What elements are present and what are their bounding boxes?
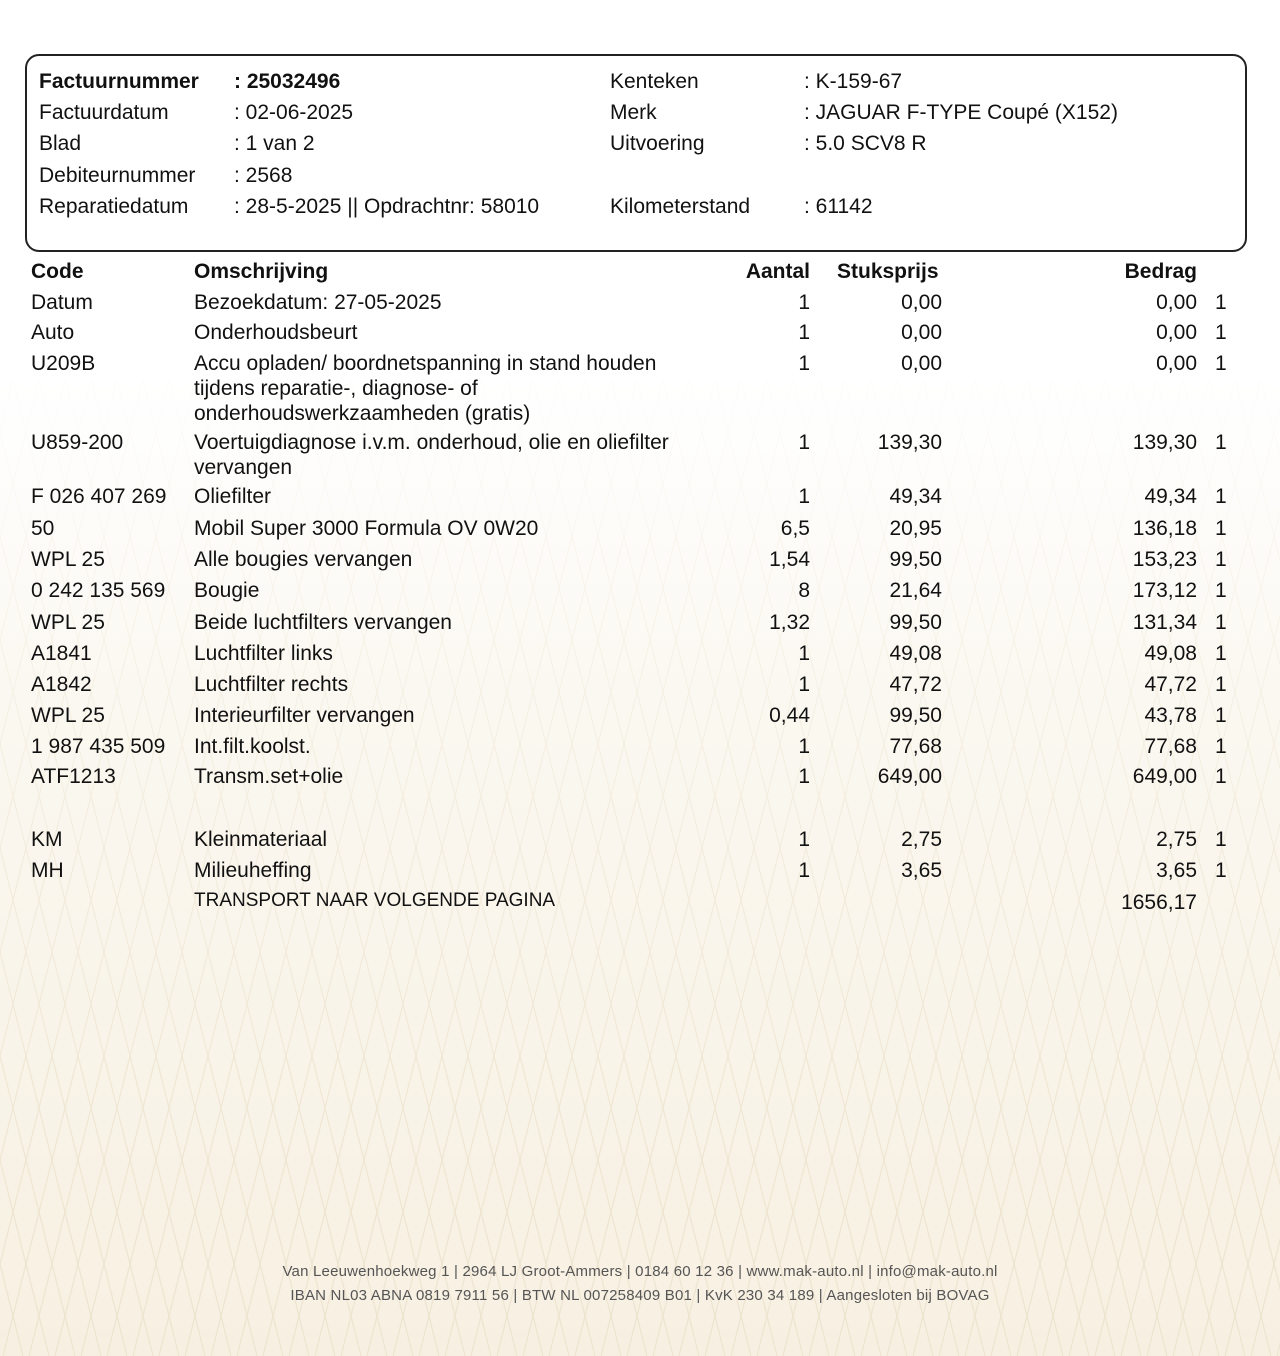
row-quantity: 1 [798,485,810,508]
pattern-stroke [0,1108,1280,1160]
row-description: Luchtfilter links [194,642,333,665]
row-description: Transm.set+olie [194,765,344,788]
row-vat-code: 1 [1215,579,1227,602]
row-description: Alle bougies vervangen [194,548,413,571]
row-amount: 47,72 [1144,673,1197,696]
row-code: A1842 [31,673,92,696]
mileage-value: : 61142 [804,195,873,218]
row-amount: 43,78 [1144,704,1197,727]
footer-company-line: IBAN NL03 ABNA 0819 7911 56 | BTW NL 007258409 B01 | KvK 230 34 189 | Aangesloten bij BOVAG [290,1287,990,1304]
row-code: ATF1213 [31,765,116,788]
column-header-unit-price: Stuksprijs [837,260,939,283]
row-description: Onderhoudsbeurt [194,321,358,344]
row-vat-code: 1 [1215,642,1227,665]
row-unit-price: 2,75 [901,828,942,851]
version-value: : 5.0 SCV8 R [804,132,927,155]
row-description: Luchtfilter rechts [194,673,349,696]
row-unit-price: 0,00 [901,291,942,314]
pattern-stroke [0,952,1280,1004]
invoice-date-label: Factuurdatum [39,101,169,124]
row-code: 0 242 135 569 [31,579,166,602]
row-quantity: 1 [798,735,810,758]
row-code: WPL 25 [31,548,105,571]
row-unit-price: 99,50 [889,704,942,727]
row-description: Kleinmateriaal [194,828,328,851]
row-quantity: 8 [798,579,810,602]
row-description: Accu opladen/ boordnetspanning in stand houden tijdens reparatie-, diagnose- of onderhoudswerkzaamheden (gratis) [194,352,657,425]
pattern-stroke [0,1316,1280,1356]
row-unit-price: 99,50 [889,548,942,571]
row-code: A1841 [31,642,92,665]
brand-value: : JAGUAR F-TYPE Coupé (X152) [804,101,1118,124]
row-unit-price: 20,95 [889,517,942,540]
debtor-number-value: : 2568 [234,164,293,187]
row-quantity: 1,32 [769,611,810,634]
row-amount: 173,12 [1132,579,1197,602]
row-quantity: 1 [798,431,810,454]
page-value: : 1 van 2 [234,132,315,155]
row-amount: 139,30 [1132,431,1197,454]
column-header-quantity: Aantal [745,260,810,283]
row-code: 1 987 435 509 [31,735,166,758]
row-amount: 3,65 [1156,859,1197,882]
row-vat-code: 1 [1215,291,1227,314]
row-code: F 026 407 269 [31,485,167,508]
row-quantity: 1 [798,352,810,375]
row-vat-code: 1 [1215,548,1227,571]
row-code: U859-200 [31,431,124,454]
row-quantity: 1 [798,642,810,665]
row-description: Bezoekdatum: 27-05-2025 [194,291,442,314]
row-amount: 2,75 [1156,828,1197,851]
row-vat-code: 1 [1215,673,1227,696]
plate-value: : K-159-67 [804,70,903,93]
row-quantity: 0,44 [769,704,810,727]
row-vat-code: 1 [1215,352,1227,375]
version-label: Uitvoering [610,132,705,155]
row-description: Interieurfilter vervangen [194,704,415,727]
column-header-description: Omschrijving [194,260,329,283]
row-quantity: 1,54 [769,548,810,571]
row-amount: 131,34 [1132,611,1197,634]
pattern-stroke [0,1160,1280,1212]
invoice-number-value: : 25032496 [234,70,341,93]
row-unit-price: 139,30 [877,431,942,454]
row-quantity: 6,5 [780,517,810,540]
row-amount: 49,34 [1144,485,1197,508]
row-vat-code: 1 [1215,828,1227,851]
row-quantity: 1 [798,765,810,788]
repair-date-label: Reparatiedatum [39,195,189,218]
row-quantity: 1 [798,321,810,344]
row-description: Mobil Super 3000 Formula OV 0W20 [194,517,539,540]
row-unit-price: 3,65 [901,859,942,882]
row-unit-price: 21,64 [889,579,942,602]
row-amount: 0,00 [1156,291,1197,314]
row-code: WPL 25 [31,611,105,634]
invoice-date-value: : 02-06-2025 [234,101,354,124]
row-description: Beide luchtfilters vervangen [194,611,452,634]
pattern-stroke [0,1056,1280,1108]
pattern-stroke [0,1212,1280,1264]
row-quantity: 1 [798,291,810,314]
plate-label: Kenteken [610,70,699,93]
row-amount: 49,08 [1144,642,1197,665]
row-amount: 0,00 [1156,321,1197,344]
row-amount: 0,00 [1156,352,1197,375]
row-code: U209B [31,352,96,375]
row-unit-price: 0,00 [901,321,942,344]
transport-label: TRANSPORT NAAR VOLGENDE PAGINA [194,890,556,911]
row-code: WPL 25 [31,704,105,727]
row-unit-price: 47,72 [889,673,942,696]
row-unit-price: 49,34 [889,485,942,508]
brand-label: Merk [610,101,657,124]
row-unit-price: 0,00 [901,352,942,375]
row-amount: 649,00 [1132,765,1197,788]
column-header-code: Code [31,260,84,283]
row-code: KM [31,828,63,851]
row-code: Auto [31,321,75,344]
row-amount: 136,18 [1132,517,1197,540]
pattern-stroke [0,900,1280,952]
row-code: Datum [31,291,93,314]
mileage-label: Kilometerstand [610,195,751,218]
row-vat-code: 1 [1215,485,1227,508]
row-quantity: 1 [798,828,810,851]
row-vat-code: 1 [1215,859,1227,882]
transport-amount: 1656,17 [1121,891,1197,914]
row-vat-code: 1 [1215,704,1227,727]
invoice-number-label: Factuurnummer [39,70,199,93]
row-amount: 153,23 [1132,548,1197,571]
row-amount: 77,68 [1144,735,1197,758]
row-description: Milieuheffing [194,859,312,882]
row-vat-code: 1 [1215,431,1227,454]
row-unit-price: 99,50 [889,611,942,634]
row-vat-code: 1 [1215,611,1227,634]
pattern-stroke [0,1004,1280,1056]
row-vat-code: 1 [1215,765,1227,788]
repair-date-value: : 28-5-2025 || Opdrachtnr: 58010 [234,195,540,218]
row-unit-price: 649,00 [877,765,942,788]
row-unit-price: 49,08 [889,642,942,665]
row-code: 50 [31,517,55,540]
row-vat-code: 1 [1215,321,1227,344]
row-description: Int.filt.koolst. [194,735,311,758]
row-description: Oliefilter [194,485,272,508]
page-label: Blad [39,132,82,155]
row-vat-code: 1 [1215,517,1227,540]
row-quantity: 1 [798,673,810,696]
row-quantity: 1 [798,859,810,882]
row-vat-code: 1 [1215,735,1227,758]
column-header-amount: Bedrag [1124,260,1197,283]
row-unit-price: 77,68 [889,735,942,758]
debtor-number-label: Debiteurnummer [39,164,196,187]
row-code: MH [31,859,64,882]
row-description: Bougie [194,579,260,602]
footer-address-line: Van Leeuwenhoekweg 1 | 2964 LJ Groot-Ammers | 0184 60 12 36 | www.mak-auto.nl | info@mak-auto.nl [282,1263,998,1280]
row-description: Voertuigdiagnose i.v.m. onderhoud, olie en oliefilter vervangen [194,431,669,479]
